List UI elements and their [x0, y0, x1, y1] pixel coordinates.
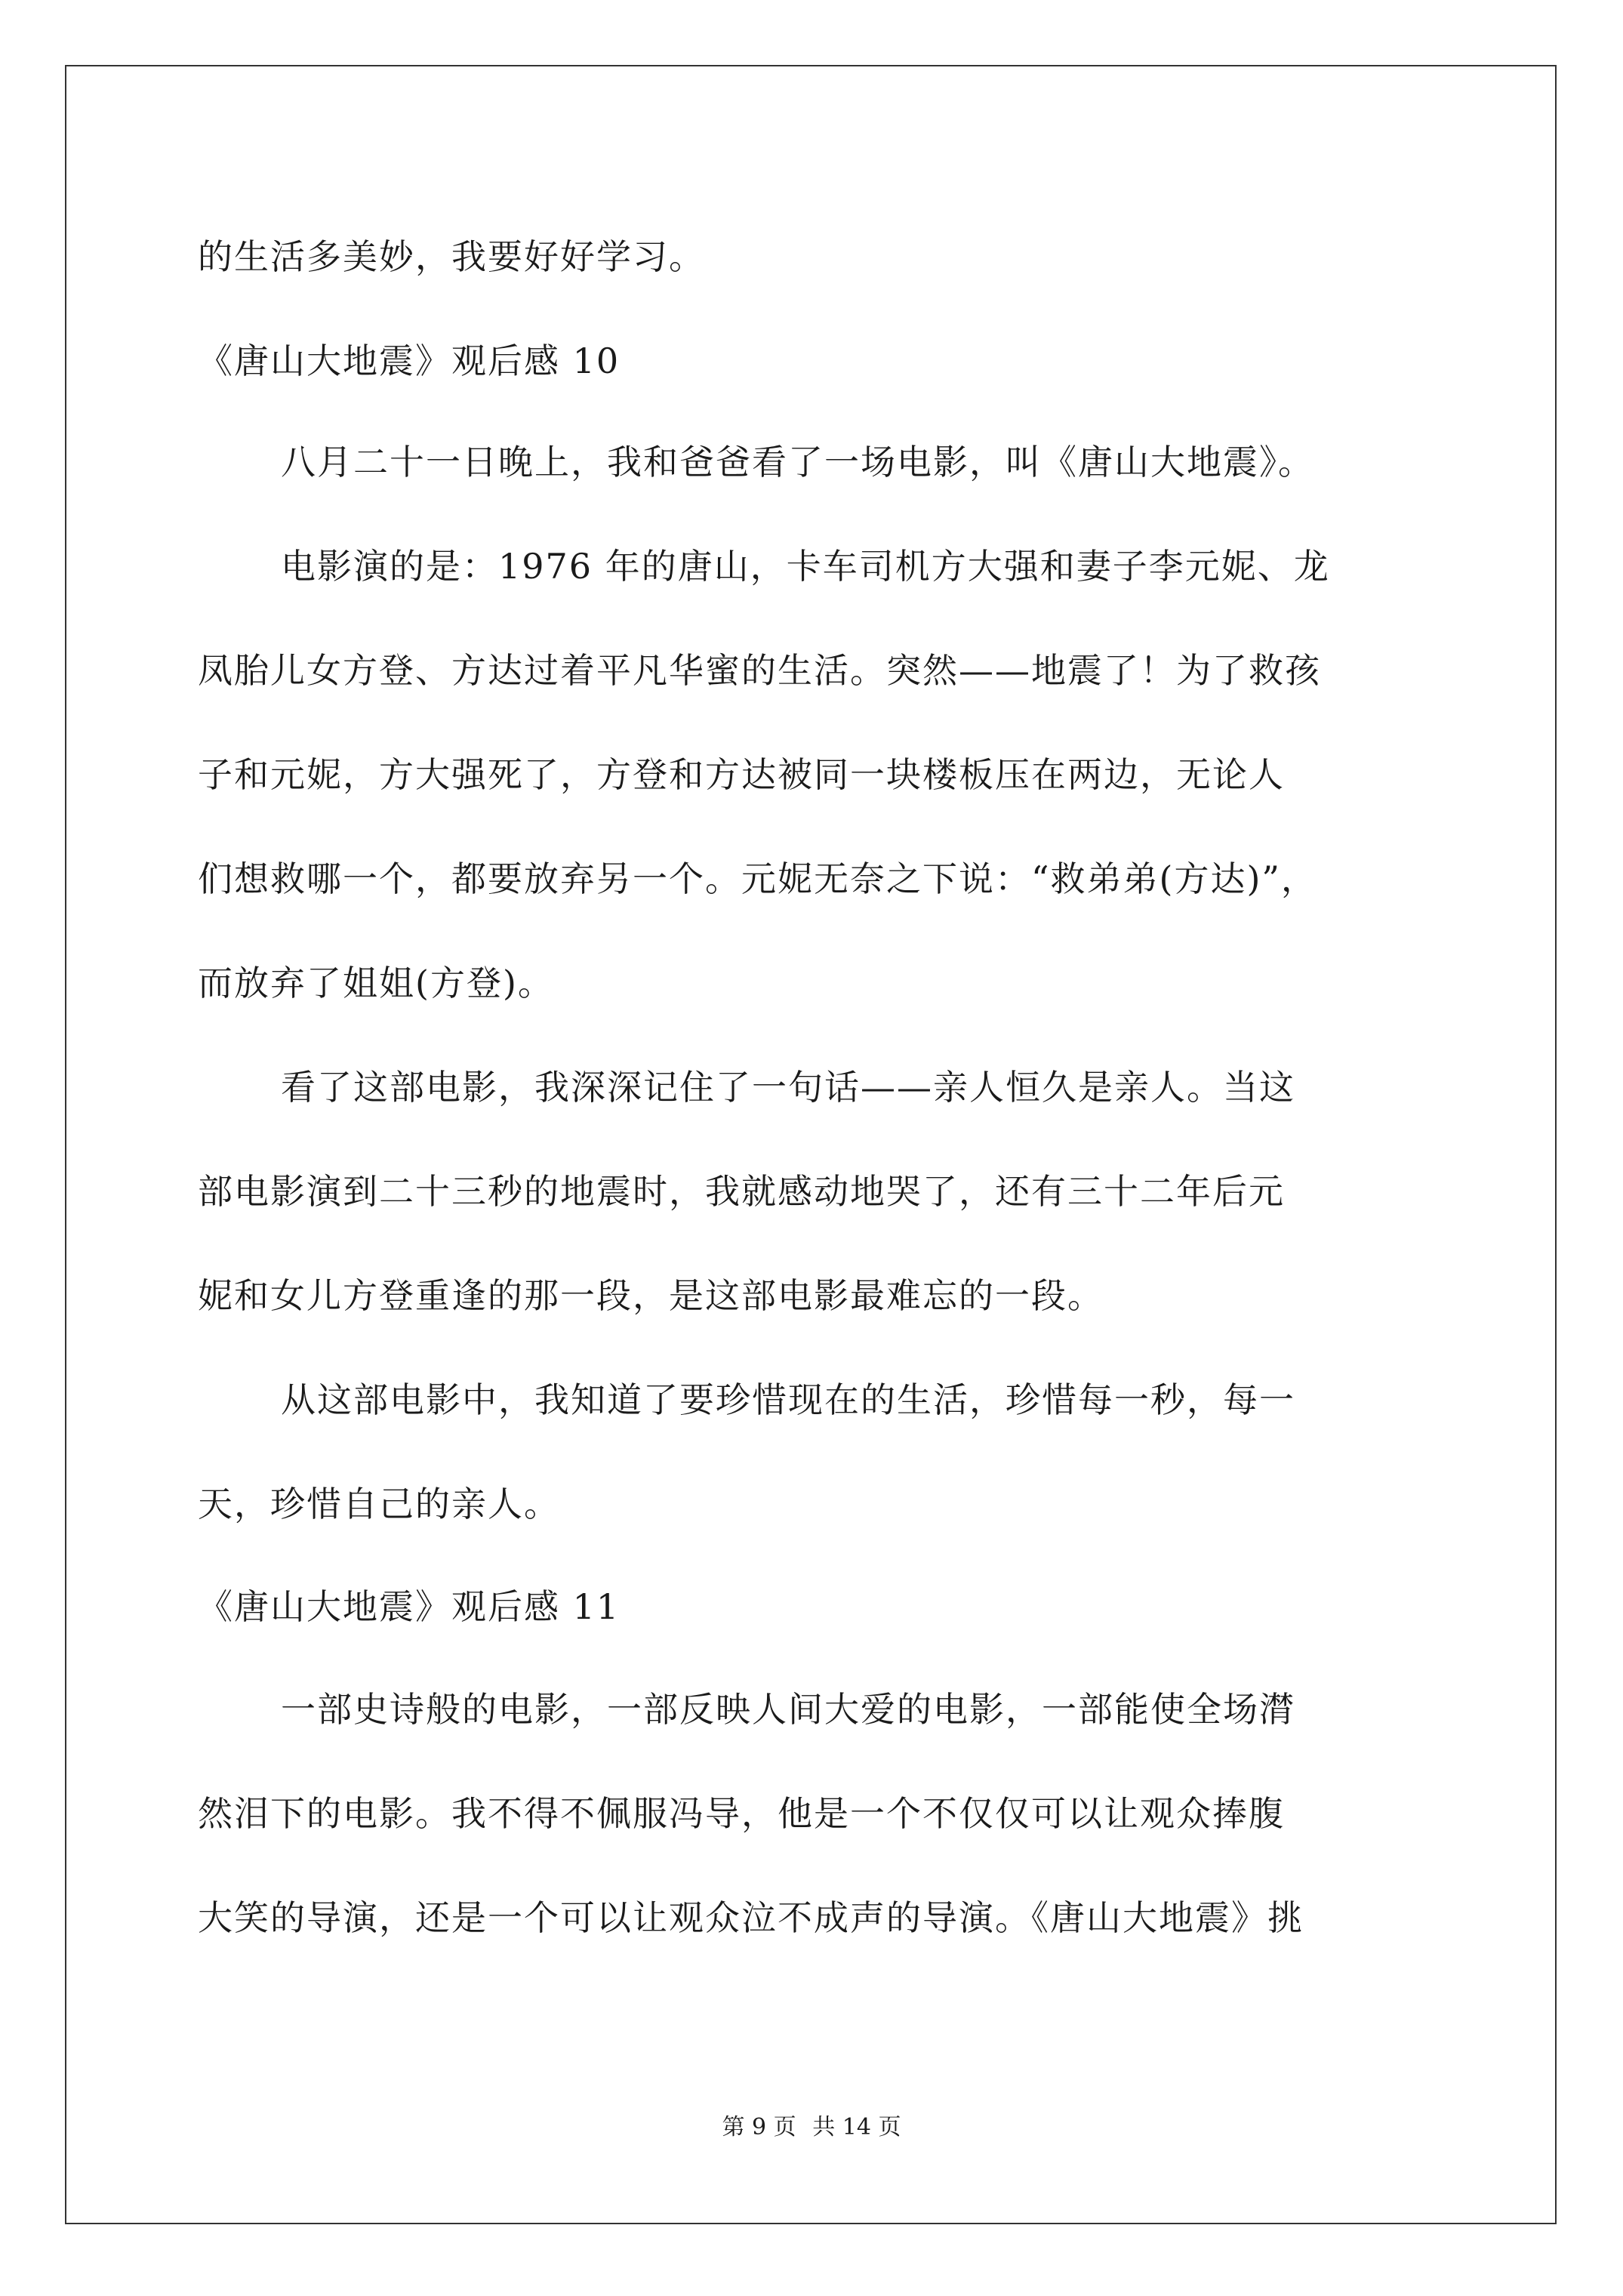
body-text-line: 部电影演到二十三秒的地震时，我就感动地哭了，还有三十二年后元 [198, 1171, 1285, 1212]
page-total: 共 14 页 [812, 2114, 901, 2140]
body-text-line: 的生活多美妙，我要好好学习。 [198, 236, 705, 277]
body-text-line: 大笑的导演，还是一个可以让观众泣不成声的导演。《唐山大地震》挑 [198, 1897, 1304, 1938]
section-heading: 《唐山大地震》观后感 10 [198, 341, 621, 381]
body-text-line: 子和元妮，方大强死了，方登和方达被同一块楼板压在两边，无论人 [198, 754, 1285, 795]
page-footer [0, 2113, 1623, 2143]
body-text-line: 凤胎儿女方登、方达过着平凡华蜜的生活。突然——地震了！为了救孩 [198, 650, 1321, 691]
body-text-line: 而放弃了姐姐(方登)。 [198, 963, 554, 1003]
body-text-line: 妮和女儿方登重逢的那一段，是这部电影最难忘的一段。 [198, 1275, 1104, 1316]
paragraph-line: 八月二十一日晚上，我和爸爸看了一场电影，叫《唐山大地震》。 [281, 442, 1314, 482]
paragraph-line: 电影演的是：1976 年的唐山，卡车司机方大强和妻子李元妮、龙 [281, 546, 1330, 587]
body-text-line: 然泪下的电影。我不得不佩服冯导，他是一个不仅仅可以让观众捧腹 [198, 1793, 1285, 1834]
body-text-line: 们想救哪一个，都要放弃另一个。元妮无奈之下说：“救弟弟(方达)”， [198, 858, 1317, 899]
body-text-line: 天，珍惜自己的亲人。 [198, 1484, 560, 1524]
paragraph-line: 一部史诗般的电影，一部反映人间大爱的电影，一部能使全场潸 [281, 1689, 1295, 1730]
section-heading: 《唐山大地震》观后感 11 [198, 1586, 621, 1627]
paragraph-line: 从这部电影中，我知道了要珍惜现在的生活，珍惜每一秒，每一 [281, 1379, 1295, 1420]
paragraph-line: 看了这部电影，我深深记住了一句话——亲人恒久是亲人。当这 [281, 1067, 1295, 1108]
page-number: 第 9 页 [722, 2114, 796, 2140]
